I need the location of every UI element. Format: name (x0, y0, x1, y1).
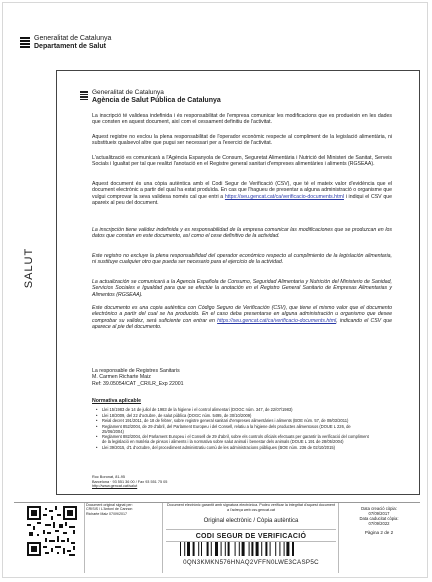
list-item: • Reglament 852/2004, de 29 d'abril, del Parlament Europeu i del Consell, relatiu a la higiene dels productes alimentosos (DOUE L 226, de 25/06/2004) (102, 424, 372, 434)
agency-header (92, 89, 221, 105)
csv-code: 0QN3KMKN576HNAQ2VFFN0LWE3CASP5C (183, 559, 319, 566)
department-name: Departament de Salut (34, 43, 106, 50)
agency-name: Agència de Salut Pública de Catalunya (92, 97, 221, 104)
normativa-list (102, 407, 372, 450)
list-item: • Reglament 882/2004, del Parlament Europeu i el Consell de 29 d'abril, sobre els controls oficials efectuats per garantir la verificació del compliment de la legislació en matèria de pinsos i aliments i la normativa sobre salut animal i benestar dels animals (DOUE L 191 de 28/05/2004) (102, 434, 372, 444)
list-item: • Llei 18/2009, del 22 d'octubre, de salut pública (DOGC núm. 5495, de 30/10/2009) (102, 413, 372, 418)
list-item: • Llei 39/2015, d'1 d'octubre, del procediment administratiu comú de les administracions públiques (BOE núm. 236 de 02/10/2015) (102, 445, 372, 450)
divider (166, 529, 336, 530)
original-copy-label: Original electrònic / Còpia autèntica (203, 518, 299, 524)
paragraph-es-1: La inscripción tiene validez indefinida y es responsabilidad de la empresa comunicar las modificaciones que se produzcan en los datos que constan en este documento, así como el cese definitivo de la actividad. (92, 227, 392, 240)
paragraph-ca-1: La inscripció té validesa indefinida i és responsabilitat de l'empresa comunicar les modificacions que es produeixin en les dades que consten en aquest document, així com el cessament definitiu de l'activitat. (92, 113, 392, 126)
paragraph-ca-3: L'actualització es comunicarà a l'Agència Espanyola de Consum, Seguretat Alimentària i Nutrició del Ministeri de Sanitat, Serveis Socials i Igualtat per tal que realitzi l'anotació en el Registre general sanitari d'empreses alimentàries i aliments (RGSEAA). (92, 155, 392, 168)
divider (84, 503, 85, 573)
expiry-date: 07/09/2022 (368, 521, 390, 526)
generalitat-logo-icon (20, 37, 30, 48)
normativa-title: Normativa aplicable (92, 398, 142, 404)
digital-signature-info: Document original signat per: CRISIS / L'Antoni de Cannon Richarte Maiz 07/09/2017 (86, 503, 133, 516)
paragraph-es-3: La actualización se comunicará a la Agencia Española de Consumo, Seguridad Alimentaria y Nutrición del Ministerio de Sanidad, Servicios Sociales e Igualdad para que se efectúe la anotación en el Registro General Sanitario de Empresas Alimentarias y Alimentos (RGSEAA). (92, 279, 392, 298)
divider (338, 503, 339, 573)
agency-org: Generalitat de Catalunya (92, 89, 164, 96)
barcode-icon (180, 542, 320, 556)
org-name: Generalitat de Catalunya (34, 35, 112, 42)
page-number: Pàgina 2 de 2 (364, 530, 394, 535)
paragraph-es-4: Este documento es una copia auténtica con Código Seguro de Verificación (CSV), que tiene el mismo valor que el documento electrónico a partir del cual se ha producido. En el caso deba presentarse en alguna administración u organismo que desee comprobar su validez, será suficiente con entrar en https://seu.gencat.cat/ca/verificacio-documents.html, indicando el CSV que aparece al pie del documento. (92, 305, 392, 330)
website-link[interactable]: http://www.gencat.cat/salut (92, 484, 138, 489)
list-item: • Reial decret 191/2011, de 18 de febrer, sobre registre general sanitari d'empreses alimentàries i aliments (BOE núm. 57, de 08/03/2011) (102, 418, 372, 423)
creation-date: 07/09/2017 (368, 511, 390, 516)
paragraph-es-2: Este registro no excluye la plena responsabilidad del operador económico respecto al cumplimiento de la legislación alimentaria, ni sustituye cualquier otro que pueda ser necesario para el ejercicio de la actividad. (92, 253, 392, 266)
side-label: SALUT (23, 247, 35, 289)
address-block: Roc Boronat, 81-95 Barcelona · 93 551 36 00 / Fax 93 551 75 05 http://www.gencat.cat/salut (92, 475, 168, 489)
csv-label: CODI SEGUR DE VERIFICACIÓ (195, 533, 307, 540)
signature-block: La responsable de Registres Sanitaris M. Carmen Richarte Maiz Ref: 39.05054/CAT _CR/LR_Exp 22001 (92, 368, 184, 387)
aspcat-logo-icon (80, 91, 88, 100)
divider (162, 503, 163, 573)
copy-dates: Data creació còpia: 07/09/2017 Data caducitat còpia: 07/09/2022 Pàgina 2 de 2 (344, 506, 414, 535)
qr-code-icon (27, 506, 77, 556)
verification-notice: Document electrònic garantit amb signatura electrònica. Podeu verificar la integritat d'aquest document a l'adreça web csv.gencat.cat (167, 503, 335, 512)
paragraph-ca-2: Aquest registre no exclou la plena responsabilitat de l'operador econòmic respecte al compliment de la legislació alimentària, ni substitueix qualsevol altre que pugui ser necessari per a l'exercici de l'activitat. (92, 134, 392, 147)
list-item: • Llei 15/1983 de 14 de juliol de 1983 de la higiene i el control alimentari (DOGC núm. 347, de 22/07/1983) (102, 407, 372, 412)
paragraph-ca-4: Aquest document és una còpia autèntica amb el Codi Segur de Verificació (CSV), que té el mateix valor d'evidència que el document electrònic a partir del qual ha estat produïda. En cas que l'hagueu de presentar a alguna administració o organisme que vulgui comprovar la seva validesa només cal que entri a https://seu.gencat.cat/ca/verificacio-documents.html i indiqui el CSV que apareix al peu del document. (92, 181, 392, 206)
verification-link-ca[interactable]: https://seu.gencat.cat/ca/verificacio-documents.html (224, 193, 344, 200)
verification-link-es[interactable]: https://seu.gencat.cat/ca/verificacio-documents.html (217, 317, 337, 324)
department-header (34, 35, 111, 51)
